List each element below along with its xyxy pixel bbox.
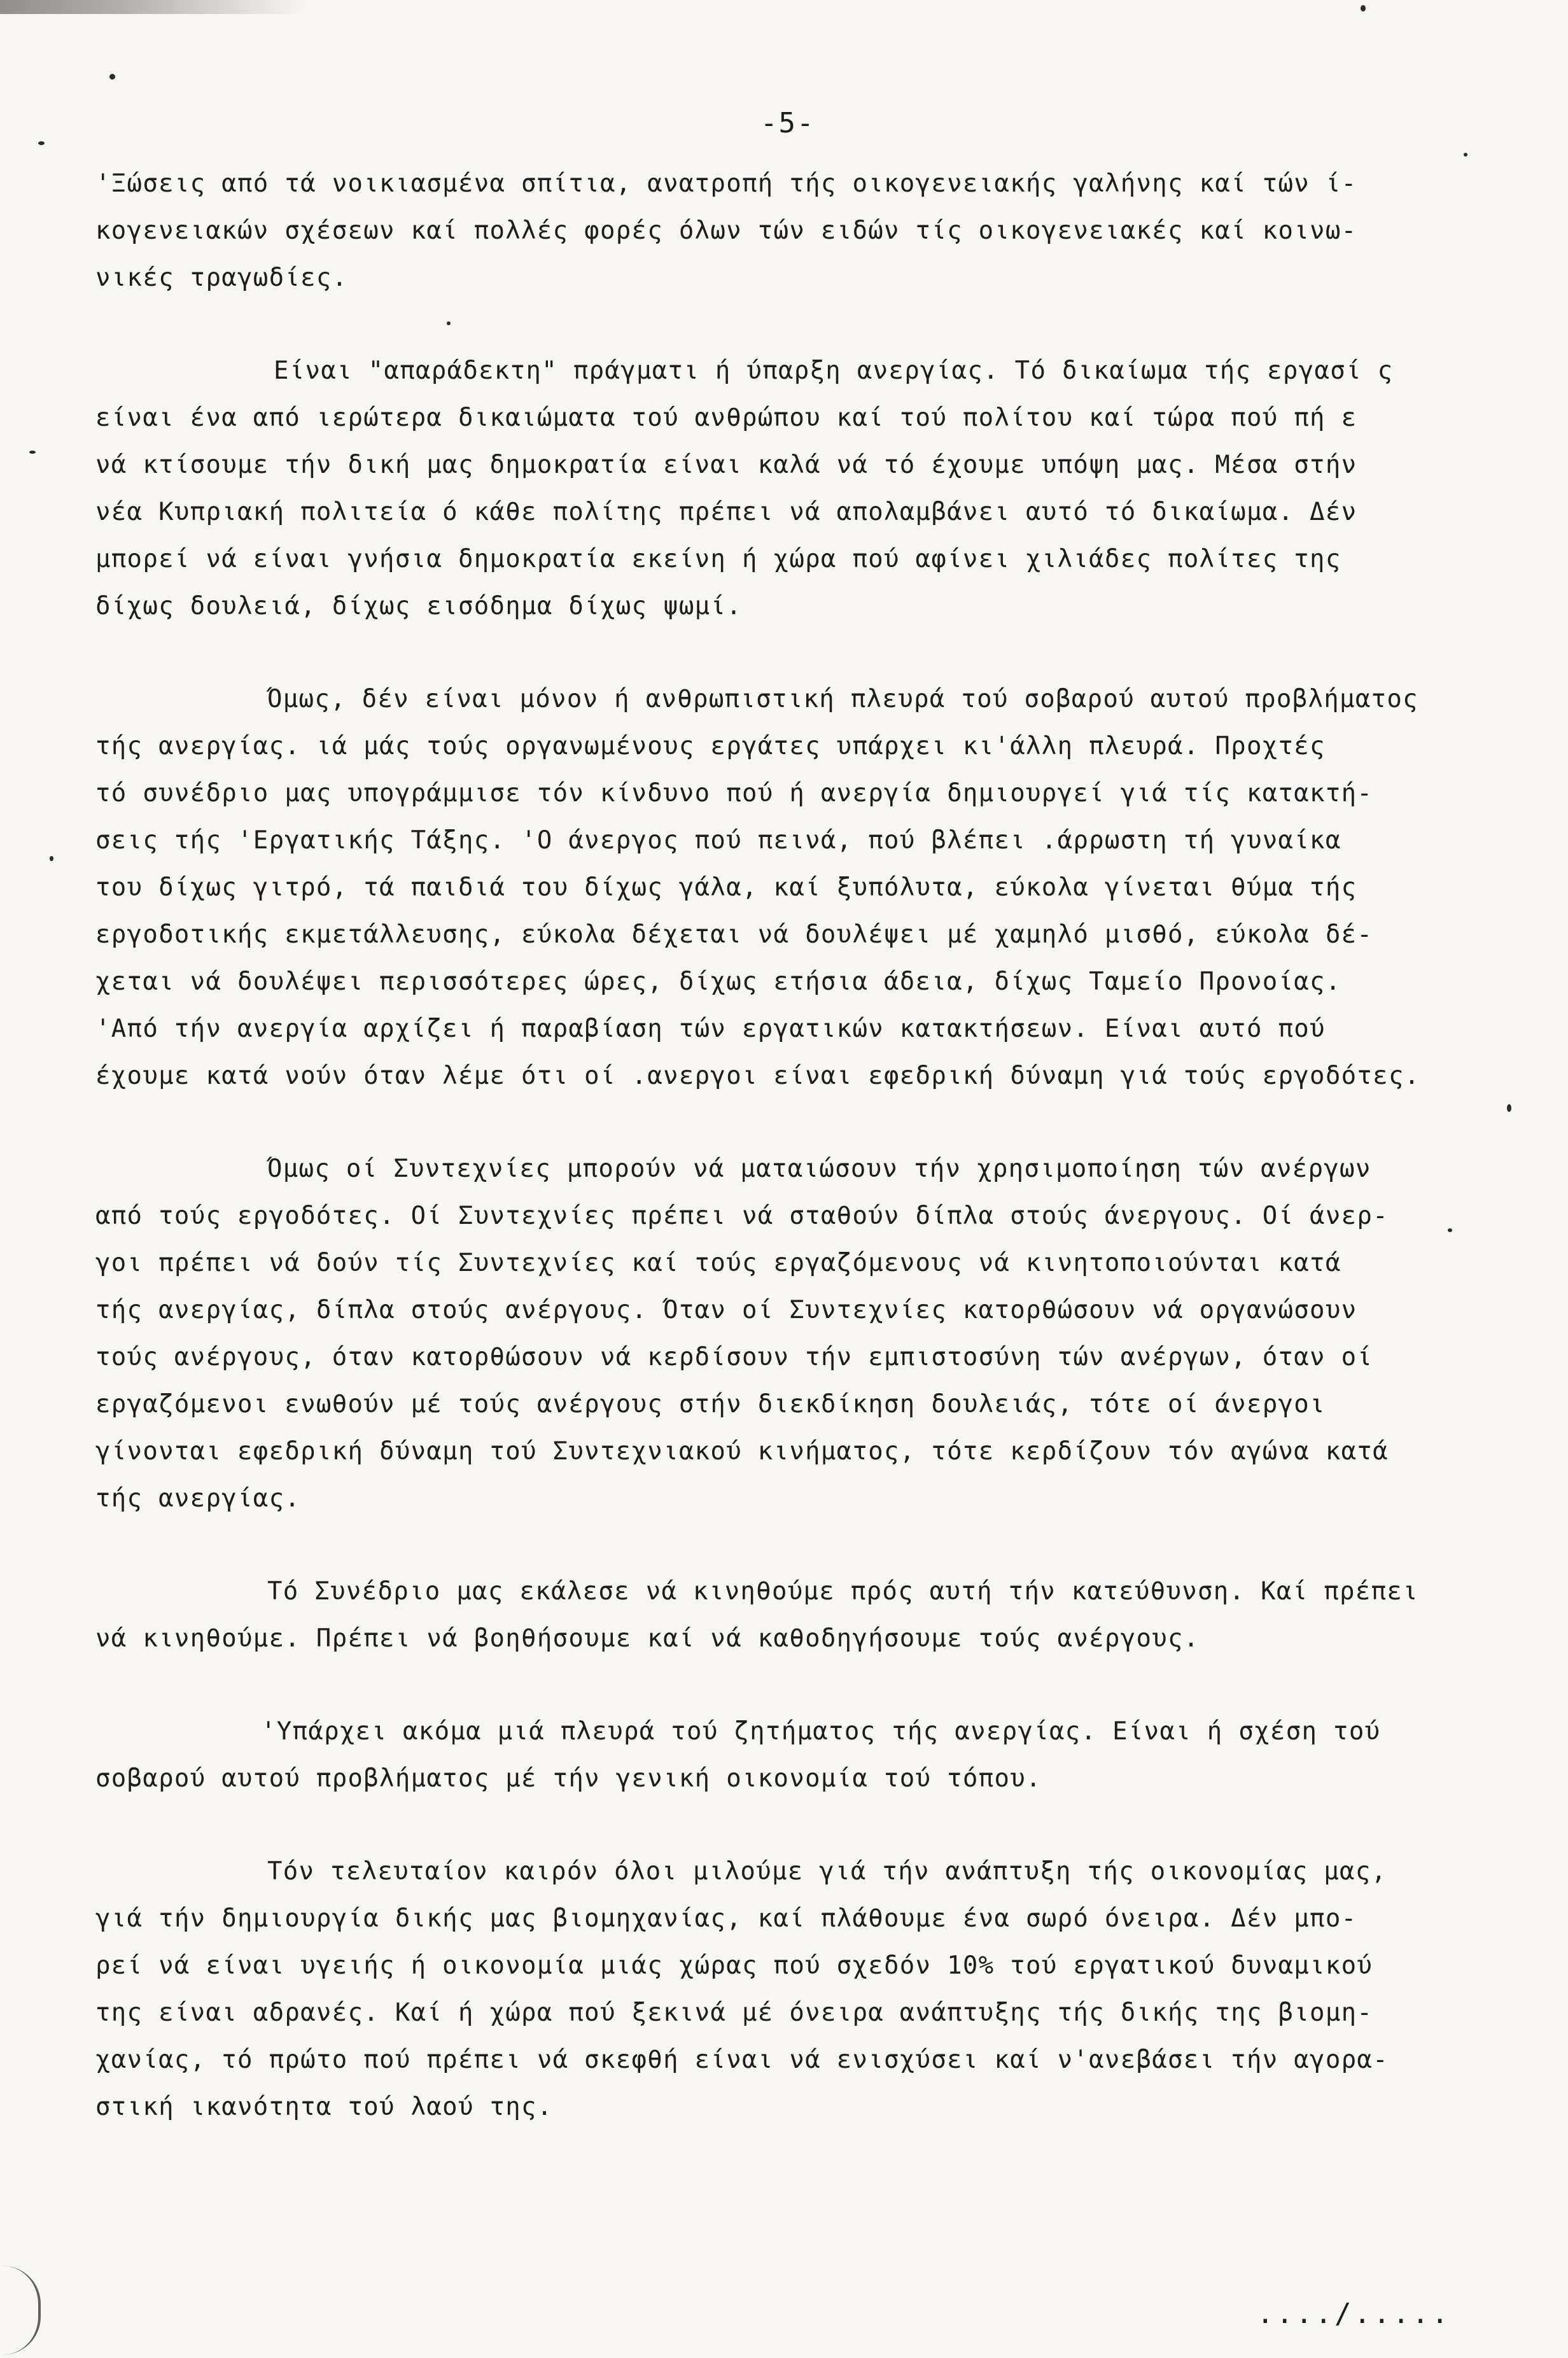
- text-line: σεις τής 'Εργατικής Τάξης. 'Ο άνεργος πού πεινά, πού βλέπει .άρρωστη τή γυναίκα: [95, 826, 1341, 855]
- scan-smudge: [0, 0, 305, 14]
- text-line: γοι πρέπει νά δούν τίς Συντεχνίες καί τούς εργαζόμενους νά κινητοποιούνται κατά: [95, 1249, 1341, 1277]
- text-line: σοβαρού αυτού προβλήματος μέ τήν γενική οικονομία τού τόπου.: [95, 1764, 1042, 1793]
- text-line: είναι ένα από ιερώτερα δικαιώματα τού ανθρώπου καί τού πολίτου καί τώρα πού πή ε: [95, 404, 1357, 432]
- text-line: δίχως δουλειά, δίχως εισόδημα δίχως ψωμί.: [95, 592, 742, 621]
- page-number: -5-: [760, 107, 815, 139]
- paragraph: [95, 1568, 1508, 1662]
- text-line: τούς ανέργους, όταν κατορθώσουν νά κερδίσουν τήν εμπιστοσύνη τών ανέργων, όταν οί: [95, 1343, 1373, 1372]
- text-line: Τόν τελευταίον καιρόν όλοι μιλούμε γιά τήν ανάπτυξη τής οικονομίας μας,: [267, 1857, 1387, 1886]
- text-line: Τό Συνέδριο μας εκάλεσε νά κινηθούμε πρός αυτή τήν κατεύθυνση. Καί πρέπει: [267, 1577, 1418, 1606]
- text-line: Είναι "απαράδεκτη" πράγματι ή ύπαρξη ανεργίας. Τό δικαίωμα τής εργασί ς: [274, 356, 1394, 385]
- scan-speck: [109, 74, 115, 80]
- text-line: τής ανεργίας, δίπλα στούς ανέργους. Όταν οί Συντεχνίες κατορθώσουν νά οργανώσουν: [95, 1296, 1357, 1324]
- text-line: εργαζόμενοι ενωθούν μέ τούς ανέργους στήν διεκδίκηση δουλειάς, τότε οί άνεργοι: [95, 1390, 1326, 1419]
- scan-speck: [29, 451, 36, 454]
- paragraph: [95, 1708, 1508, 1802]
- paragraph: [95, 1146, 1508, 1522]
- paragraph: [95, 676, 1508, 1100]
- text-line: του δίχως γιτρό, τά παιδιά του δίχως γάλα, καί ξυπόλυτα, εύκολα γίνεται θύμα τής: [95, 873, 1357, 902]
- text-line: τό συνέδριο μας υπογράμμισε τόν κίνδυνο πού ή ανεργία δημιουργεί γιά τίς κατακτή-: [95, 779, 1373, 808]
- text-line: 'Υπάρχει ακόμα μιά πλευρά τού ζητήματος τής ανεργίας. Είναι ή σχέση τού: [261, 1717, 1381, 1746]
- text-line: έχουμε κατά νούν όταν λέμε ότι οί .ανεργοι είναι εφεδρική δύναμη γιά τούς εργοδότες.: [95, 1062, 1420, 1090]
- paragraph: [95, 347, 1508, 630]
- text-line: 'Από τήν ανεργία αρχίζει ή παραβίαση τών εργατικών κατακτήσεων. Είναι αυτό πού: [95, 1014, 1326, 1043]
- text-line: χανίας, τό πρώτο πού πρέπει νά σκεφθή είναι νά ενισχύσει καί ν'ανεβάσει τήν αγορα-: [95, 2046, 1389, 2074]
- text-line: νικές τραγωδίες.: [95, 263, 348, 292]
- scan-speck: [50, 856, 53, 861]
- text-line: γιά τήν δημιουργία δικής μας βιομηχανίας, καί πλάθουμε ένα σωρό όνειρα. Δέν μπο-: [95, 1904, 1357, 1933]
- scan-speck: [1361, 5, 1366, 11]
- scan-edge-mark: [0, 2266, 41, 2355]
- scan-speck: [38, 141, 45, 145]
- text-line: νά κτίσουμε τήν δική μας δημοκρατία είναι καλά νά τό έχουμε υπόψη μας. Μέσα στήν: [95, 451, 1357, 479]
- text-line: Όμως, δέν είναι μόνον ή ανθρωπιστική πλευρά τού σοβαρού αυτού προβλήματος: [267, 685, 1418, 713]
- paragraph: [95, 1848, 1508, 2131]
- document-body: [95, 160, 1508, 2131]
- continuation-mark: ..../.....: [1257, 2298, 1451, 2330]
- text-line: από τούς εργοδότες. Οί Συντεχνίες πρέπει νά σταθούν δίπλα στούς άνεργους. Οί άνερ-: [95, 1202, 1389, 1230]
- text-line: νέα Κυπριακή πολιτεία ό κάθε πολίτης πρέπει νά απολαμβάνει αυτό τό δικαίωμα. Δέν: [95, 498, 1357, 526]
- text-line: της είναι αδρανές. Καί ή χώρα πού ξεκινά μέ όνειρα ανάπτυξης τής δικής της βιομη-: [95, 1998, 1373, 2027]
- text-line: τής ανεργίας.: [95, 1484, 301, 1513]
- text-line: κογενειακών σχέσεων καί πολλές φορές όλων τών ειδών τίς οικογενειακές καί κοινω-: [95, 216, 1357, 245]
- text-line: 'Ξώσεις από τά νοικιασμένα σπίτια, ανατροπή τής οικογενειακής γαλήνης καί τών ί-: [95, 169, 1357, 198]
- text-line: Όμως οί Συντεχνίες μπορούν νά ματαιώσουν τήν χρησιμοποίηση τών ανέργων: [267, 1154, 1371, 1183]
- text-line: μπορεί νά είναι γνήσια δημοκρατία εκείνη ή χώρα πού αφίνει χιλιάδες πολίτες της: [95, 545, 1341, 573]
- text-line: νά κινηθούμε. Πρέπει νά βοηθήσουμε καί νά καθοδηγήσουμε τούς ανέργους.: [95, 1624, 1200, 1653]
- paragraph: [95, 160, 1508, 302]
- text-line: στική ικανότητα τού λαού της.: [95, 2093, 553, 2121]
- text-line: γίνονται εφεδρική δύναμη τού Συντεχνιακού κινήματος, τότε κερδίζουν τόν αγώνα κατά: [95, 1437, 1389, 1466]
- text-line: τής ανεργίας. ιά μάς τούς οργανωμένους εργάτες υπάρχει κι'άλλη πλευρά. Προχτές: [95, 732, 1326, 761]
- text-line: χεται νά δουλέψει περισσότερες ώρες, δίχως ετήσια άδεια, δίχως Ταμείο Προνοίας.: [95, 967, 1341, 996]
- text-line: εργοδοτικής εκμετάλλευσης, εύκολα δέχεται νά δουλέψει μέ χαμηλό μισθό, εύκολα δέ-: [95, 920, 1373, 949]
- text-line: ρεί νά είναι υγειής ή οικονομία μιάς χώρας πού σχεδόν 10% τού εργατικού δυναμικού: [95, 1951, 1373, 1980]
- scan-speck: [1464, 153, 1467, 157]
